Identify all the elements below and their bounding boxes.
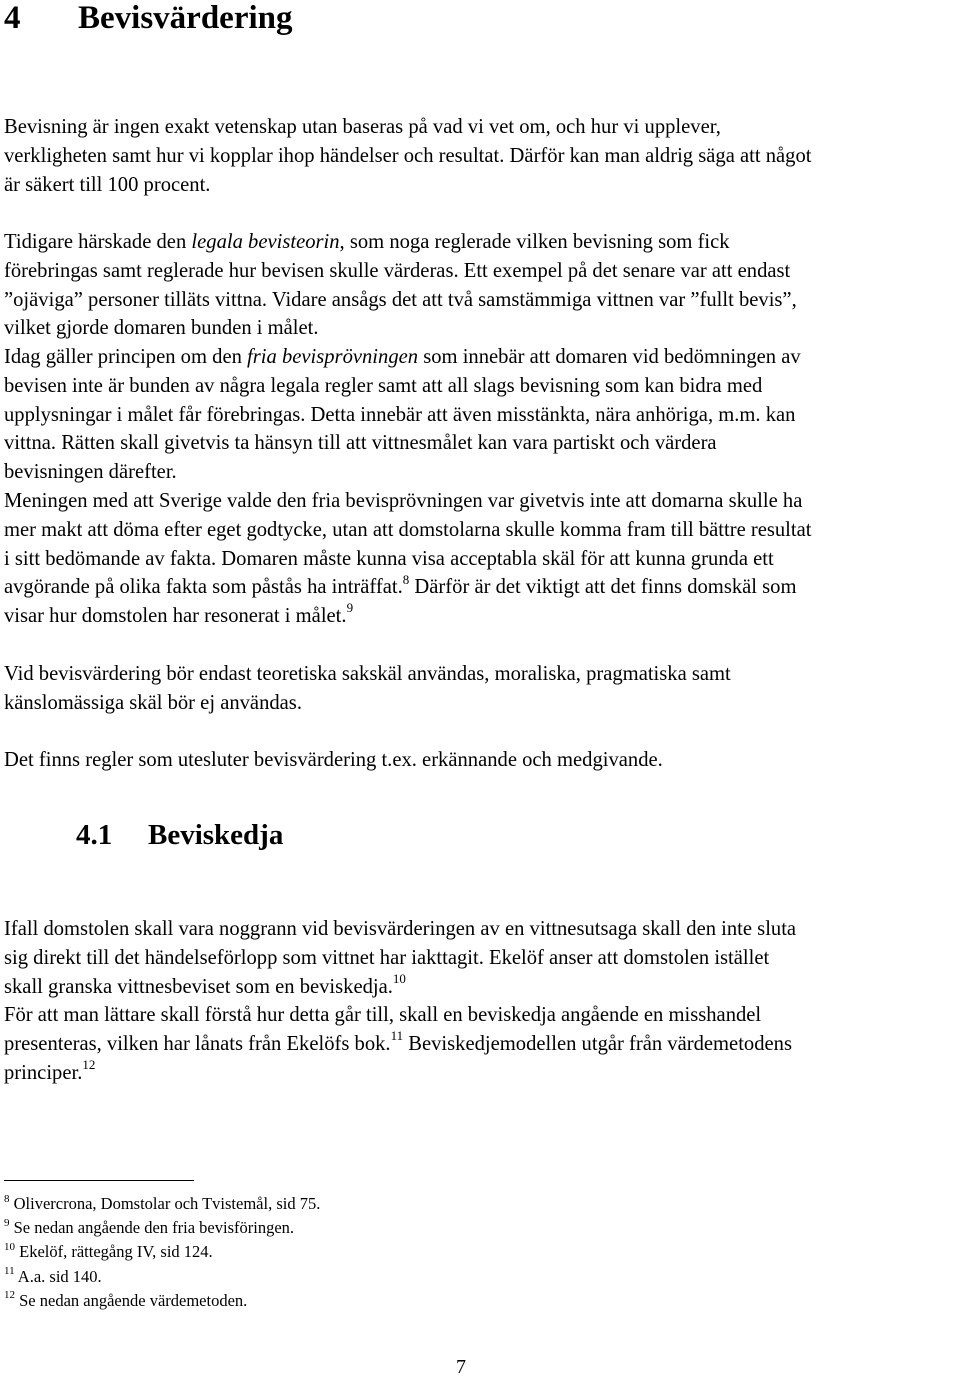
- text-line: [4, 602, 960, 631]
- text-run: Tidigare härskade den: [4, 231, 192, 253]
- text-line: verkligheten samt hur vi kopplar ihop händelser och resultat. Därför kan man aldrig säga att något: [4, 144, 812, 167]
- text-line: bevisningen därefter.: [4, 461, 177, 484]
- footnote-ref-9[interactable]: 9: [346, 600, 354, 616]
- footnote-9: [4, 1216, 320, 1240]
- paragraph-7: [4, 915, 960, 1088]
- text-line: förebringas samt reglerade hur bevisen skulle värderas. Ett exempel på det senare var att endast: [4, 259, 791, 282]
- text-line: Vid bevisvärdering bör endast teoretiska sakskäl användas, moraliska, pragmatiska samt: [4, 663, 731, 685]
- text-line: mer makt att döma efter eget godtycke, utan att domstolarna skulle komma fram till bättre resultat: [4, 518, 812, 541]
- text-run: Därför är det viktigt att det finns domskäl som: [409, 576, 797, 599]
- text-line: Meningen med att Sverige valde den fria bevisprövningen var givetvis inte att domarna skulle ha: [4, 490, 803, 512]
- text-run: visar hur domstolen har resonerat i målet.: [4, 605, 347, 628]
- text-line: upplysningar i målet får förebringas. Detta innebär att även misstänkta, nära anhöriga, m.m. kan: [4, 403, 796, 426]
- section-title: Beviskedja: [148, 819, 284, 851]
- text-line: Det finns regler som utesluter bevisvärdering t.ex. erkännande och medgivande.: [4, 749, 663, 771]
- chapter-number: 4: [4, 0, 21, 36]
- footnote-12: [4, 1289, 320, 1313]
- section-heading: [76, 818, 283, 852]
- text-line: [4, 573, 960, 602]
- text-line: i sitt bedömande av fakta. Domaren måste kunna visa acceptabla skäl för att kunna grunda ett: [4, 547, 774, 570]
- paragraph-5: [4, 660, 960, 718]
- footnote-text: Ekelöf, rättegång IV, sid 124.: [15, 1242, 213, 1262]
- chapter-heading: [4, 0, 292, 36]
- text-line: bevisen inte är bunden av några legala regler samt att all slags bevisning som kan bidra med: [4, 374, 763, 397]
- footnote-text: Se nedan angående den fria bevisföringen.: [9, 1218, 295, 1238]
- text-line: Ifall domstolen skall vara noggrann vid bevisvärderingen av en vittnesutsaga skall den inte sluta: [4, 918, 797, 940]
- section-number: 4.1: [76, 819, 113, 851]
- footnotes: [4, 1192, 320, 1313]
- footnote-number: 10: [4, 1240, 15, 1253]
- chapter-title: Bevisvärdering: [78, 0, 293, 36]
- text-line: För att man lättare skall förstå hur detta går till, skall en beviskedja angående en misshandel: [4, 1004, 762, 1027]
- emphasis-legala-bevisteorin: legala bevisteorin: [191, 231, 340, 253]
- text-line: Bevisning är ingen exakt vetenskap utan baseras på vad vi vet om, och hur vi upplever,: [4, 116, 721, 138]
- text-line: vilket gjorde domaren bunden i målet.: [4, 317, 319, 340]
- paragraph-1: [4, 113, 960, 199]
- text-line: ”ojäviga” personer tilläts vittna. Vidare ansågs det att två samstämmiga vittnen var ”fullt bevis”,: [4, 288, 797, 311]
- paragraph-6: [4, 746, 960, 775]
- footnote-number: 9: [4, 1216, 10, 1229]
- footnote-10: [4, 1240, 320, 1264]
- text-run: Idag gäller principen om den: [4, 346, 248, 368]
- paragraph-2: [4, 228, 960, 343]
- text-line: är säkert till 100 procent.: [4, 173, 211, 196]
- text-run: presenteras, vilken har lånats från Ekelöfs bok.: [4, 1033, 391, 1056]
- footnote-text: A.a. sid 140.: [14, 1266, 102, 1286]
- footnote-text: Se nedan angående värdemetoden.: [15, 1290, 248, 1310]
- text-line: [4, 970, 960, 1002]
- text-line: vittna. Rätten skall givetvis ta hänsyn till att vittnesmålet kan vara partiskt och värdera: [4, 432, 717, 455]
- paragraph-3: [4, 343, 960, 487]
- text-line: [4, 343, 960, 372]
- footnote-number: 8: [4, 1192, 10, 1205]
- text-run: avgörande på olika fakta som påstås ha inträffat.: [4, 576, 403, 599]
- footnote-8: [4, 1192, 320, 1216]
- footnote-divider: [4, 1180, 194, 1181]
- page-number: 7: [456, 1356, 466, 1378]
- text-run: , som noga reglerade vilken bevisning som fick: [339, 231, 730, 253]
- footnote-ref-8[interactable]: 8: [402, 571, 410, 587]
- text-run: skall granska vittnesbeviset som en beviskedja.: [4, 975, 393, 998]
- footnote-ref-10[interactable]: 10: [392, 970, 406, 986]
- text-line: känslomässiga skäl bör ej användas.: [4, 691, 302, 714]
- text-run: principer.: [4, 1061, 83, 1084]
- emphasis-fria-bevisprovningen: fria bevisprövningen: [247, 346, 419, 368]
- text-line: sig direkt till det händelseförlopp som vittnet har iakttagit. Ekelöf anser att domstolen istället: [4, 946, 770, 969]
- text-line: [4, 1059, 960, 1088]
- footnote-ref-11[interactable]: 11: [390, 1028, 404, 1044]
- footnote-text: Olivercrona, Domstolar och Tvistemål, sid 75.: [9, 1194, 321, 1213]
- text-run: Beviskedjemodellen utgår från värdemetodens: [403, 1033, 792, 1056]
- paragraph-4: [4, 487, 960, 631]
- text-line: [4, 1030, 960, 1059]
- footnote-11: [4, 1265, 320, 1289]
- footnote-ref-12[interactable]: 12: [82, 1057, 96, 1073]
- text-line: [4, 228, 960, 257]
- footnote-number: 12: [4, 1289, 15, 1302]
- footnote-number: 11: [4, 1265, 15, 1278]
- text-run: som innebär att domaren vid bedömningen av: [418, 346, 801, 368]
